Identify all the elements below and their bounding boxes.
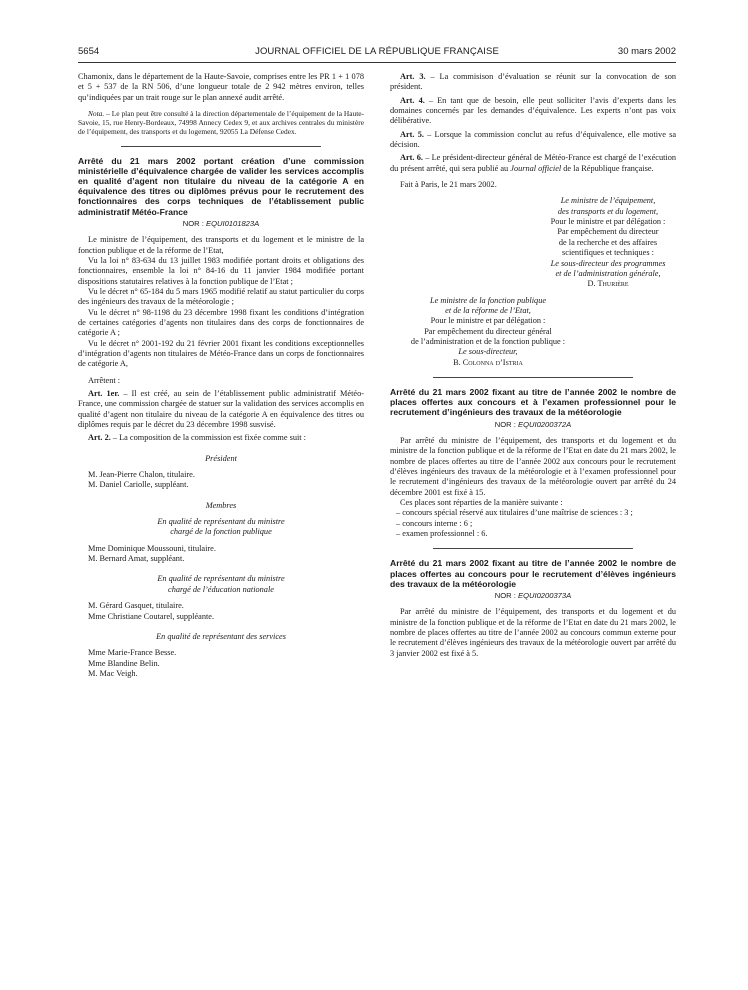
fp-heading-1: En qualité de représentant du ministre <box>157 517 285 527</box>
decree-3-body: Par arrêté du ministre de l’équipement, des transports et du logement et du ministre de la fonction publique et de la réforme de l’Etat en date du 21 mars 2002, le nombre de places offertes au titre de l’année 2002 au concours commun externe pour le recrutement d’élèves ingénieurs des travaux de la météorologie ouvert par arrêté du 3 janvier 2002 est fixé à 5. <box>390 607 676 658</box>
page-number: 5654 <box>78 46 100 57</box>
signature-block-1 <box>390 196 676 289</box>
fait-a-paris: Fait à Paris, le 21 mars 2002. <box>400 180 497 190</box>
nor-label: NOR : <box>494 590 518 600</box>
nota <box>78 109 364 137</box>
president-suppleant: M. Daniel Cariolle, suppléant. <box>88 480 189 490</box>
section-separator <box>433 377 633 378</box>
decree-2-nor <box>390 420 676 430</box>
decree-1-nor <box>78 219 364 229</box>
visa-1: Vu la loi n° 83-634 du 13 juillet 1983 modifiée portant droits et obligations des fonctionnaires, ensemble la loi n° 84-16 du 11 janvier 1984 modifiée portant dispositions statutaires relatives à la fonction publique de l’Etat ; <box>78 255 364 286</box>
article-4 <box>390 96 676 127</box>
nor-code: EQUI0101823A <box>206 218 260 228</box>
preamble: Le ministre de l’équipement, des transports et du logement et le ministre de la fonction publique et de la réforme de l’Etat, <box>78 235 364 255</box>
sig2-line-4: Par empêchement du directeur général <box>424 326 552 336</box>
nor-code: EQUI0200373A <box>518 590 572 600</box>
article-3-label: Art. 3. <box>400 72 426 81</box>
article-2-label: Art. 2. <box>88 433 111 443</box>
sig2-line-5: de l’administration et de la fonction publique : <box>410 336 566 346</box>
section-separator <box>121 146 321 147</box>
services-member-1: Mme Marie-France Besse. <box>88 648 177 658</box>
section-separator <box>433 548 633 549</box>
nor-label: NOR : <box>494 419 518 429</box>
arretent: Arrêtent : <box>88 375 121 385</box>
left-column <box>78 72 364 679</box>
nor-code: EQUI0200372A <box>518 419 572 429</box>
visa-3: Vu le décret n° 98-1198 du 23 décembre 1998 fixant les conditions d’intégration de certaines catégories d’agents non titulaires dans des corps de fonctionnaires de catégorie A ; <box>78 307 364 338</box>
membres-heading: Membres <box>205 500 237 510</box>
en-suppleant: Mme Christiane Coutarel, suppléante. <box>88 611 215 621</box>
decree-2-title: Arrêté du 21 mars 2002 fixant au titre de l’année 2002 le nombre de places offertes aux concours et à l’examen professionnel pour le recrutement d’ingénieurs des travaux de la météorologie <box>390 386 676 418</box>
right-column <box>390 72 676 659</box>
visa-2: Vu le décret n° 65-184 du 5 mars 1965 modifié relatif au statut particulier du corps des ingénieurs des travaux de la météorologie ; <box>78 286 364 307</box>
article-1-text: – Il est créé, au sein de l’établissement public administratif Météo-France, une commission chargée de statuer sur la validation des services accomplis en qualité d’agent non titulaire du niveau de la catégorie A en équivalence des titres ou diplômes requis par le décret du 23 décembre 1998 susvisé. <box>78 389 364 430</box>
article-1 <box>78 389 364 430</box>
decree-3-title: Arrêté du 21 mars 2002 fixant au titre de l’année 2002 le nombre de places offertes au concours pour le recrutement d’élèves ingénieurs des travaux de la météorologie <box>390 558 676 589</box>
fp-suppleant: M. Bernard Amat, suppléant. <box>88 554 185 564</box>
services-member-2: Mme Blandine Belin. <box>88 658 160 668</box>
issue-date: 30 mars 2002 <box>617 46 676 57</box>
decree-3-nor <box>390 591 676 601</box>
article-4-text: – En tant que de besoin, elle peut solliciter l’avis d’experts dans les domaines concernés par les demandes d’équivalence. Les experts n’ont pas voix délibérative. <box>390 95 677 126</box>
page-header <box>78 46 676 60</box>
en-heading-2: chargé de l’éducation nationale <box>168 584 274 594</box>
sig2-line-3: Pour le ministre et par délégation : <box>430 316 546 326</box>
sig2-line-6: Le sous-directeur, <box>458 347 518 357</box>
sig2-line-2: et de la réforme de l’Etat, <box>445 305 531 315</box>
services-member-3: M. Mac Veigh. <box>88 668 138 678</box>
continued-text: Chamonix, dans le département de la Haute-Savoie, comprises entre les PR 1 + 1 078 et 5 + 537 de la RN 506, d’une longueur totale de 2 942 mètres environ, telles qu’indiquées par un trait rouge sur le plan annexé audit arrêté. <box>78 72 364 102</box>
journal-officiel-ref: Journal officiel <box>510 163 562 173</box>
header-rule <box>78 62 676 63</box>
sig1-line-7: Le sous-directeur des programmes <box>550 258 666 268</box>
sig1-name: D. Thurière <box>587 279 629 289</box>
sig1-line-2: des transports et du logement, <box>557 206 659 216</box>
article-5-label: Art. 5. <box>400 129 424 139</box>
visa-4: Vu le décret n° 2001-192 du 21 février 2001 fixant les conditions exceptionnelles d’intégration d’agents non titulaires de Météo-France dans un corps de fonctionnaires de catégorie A, <box>78 338 364 369</box>
en-heading-1: En qualité de représentant du ministre <box>157 574 285 584</box>
places-list <box>390 508 676 539</box>
sig1-line-6: scientifiques et techniques : <box>562 248 654 258</box>
journal-title: JOURNAL OFFICIEL DE LA RÉPUBLIQUE FRANÇAISE <box>255 46 499 57</box>
president-heading: Président <box>205 453 237 463</box>
sig1-line-4: Par empêchement du directeur <box>557 227 659 237</box>
sig1-line-8: et de l’administration générale, <box>555 268 661 278</box>
signature-block-2 <box>390 296 676 368</box>
sig1-line-5: de la recherche et des affaires <box>558 237 658 247</box>
article-3 <box>390 72 676 93</box>
sig1-line-3: Pour le ministre et par délégation : <box>550 217 666 227</box>
sig2-line-1: Le ministre de la fonction publique <box>429 295 547 305</box>
fp-titulaire: Mme Dominique Moussouni, titulaire. <box>88 543 216 553</box>
sig2-name: B. Colonna d’Istria <box>453 357 523 367</box>
article-6-text-b: de la République française. <box>561 163 654 173</box>
article-3-text: – La commisison d’évaluation se réunit sur la convocation de son président. <box>390 72 676 92</box>
article-4-label: Art. 4. <box>400 95 425 105</box>
journal-page <box>78 0 676 990</box>
nor-label: NOR : <box>182 218 206 228</box>
article-6-label: Art. 6. <box>400 153 423 163</box>
list-item: – examen professionnel : 6. <box>396 528 488 538</box>
decree-1-title: Arrêté du 21 mars 2002 portant création d’une commission ministérielle d’équivalence chargée de valider les services accomplis en qualité d’agent non titulaire du niveau de la catégorie A en équivalence des titres ou diplômes prévus pour le recrutement des fonctionnaires des corps techniques de l’établissement public administratif Météo-France <box>78 155 364 217</box>
article-6 <box>390 153 676 174</box>
article-5-text: – Lorsque la commission conclut au refus d’équivalence, elle motive sa décision. <box>390 129 676 150</box>
decree-2-body: Par arrêté du ministre de l’équipement, des transports et du logement et du ministre de la fonction publique et de la réforme de l’Etat en date du 21 mars 2002, le nombre de places offertes au titre de l’année 2002 aux concours pour le recrutement d’élèves ingénieurs des travaux de la météorologie et à l’examen professionnel pour le recrutement d’ingénieurs des travaux de la météorologie ouvert par arrêté du 24 décembre 2001 est fixé à 15. <box>390 435 676 497</box>
article-2 <box>78 433 364 443</box>
article-5 <box>390 130 676 151</box>
fp-heading-2: chargé de la fonction publique <box>170 527 272 537</box>
en-titulaire: M. Gérard Gasquet, titulaire. <box>88 601 184 611</box>
list-item: – concours interne : 6 ; <box>396 518 473 528</box>
sig1-line-1: Le ministre de l’équipement, <box>560 196 656 206</box>
nota-text: – Le plan peut être consulté à la direction départementale de l’équipement de la Haute-Savoie, 15, rue Henry-Bordeaux, 74998 Annecy Cedex 9, et aux archives centrales du ministère de l’équipement, des transports et du logement, 92055 La Défense Cedex. <box>78 109 364 137</box>
list-item: – concours spécial réservé aux titulaires d’une maîtrise de sciences : 3 ; <box>396 508 633 518</box>
article-6-text-a: – Le président-directeur général de Météo-France est chargé de l’exécution du présent arrêté, qui sera publié au <box>390 153 677 173</box>
article-1-label: Art. 1er. <box>88 389 120 399</box>
article-2-text: – La composition de la commission est fixée comme suit : <box>110 433 306 443</box>
services-heading: En qualité de représentant des services <box>156 631 286 641</box>
nota-label: Nota. <box>88 109 105 119</box>
decree-2-distribution: Ces places sont réparties de la manière suivante : <box>400 497 563 507</box>
president-titulaire: M. Jean-Pierre Chalon, titulaire. <box>88 470 195 480</box>
